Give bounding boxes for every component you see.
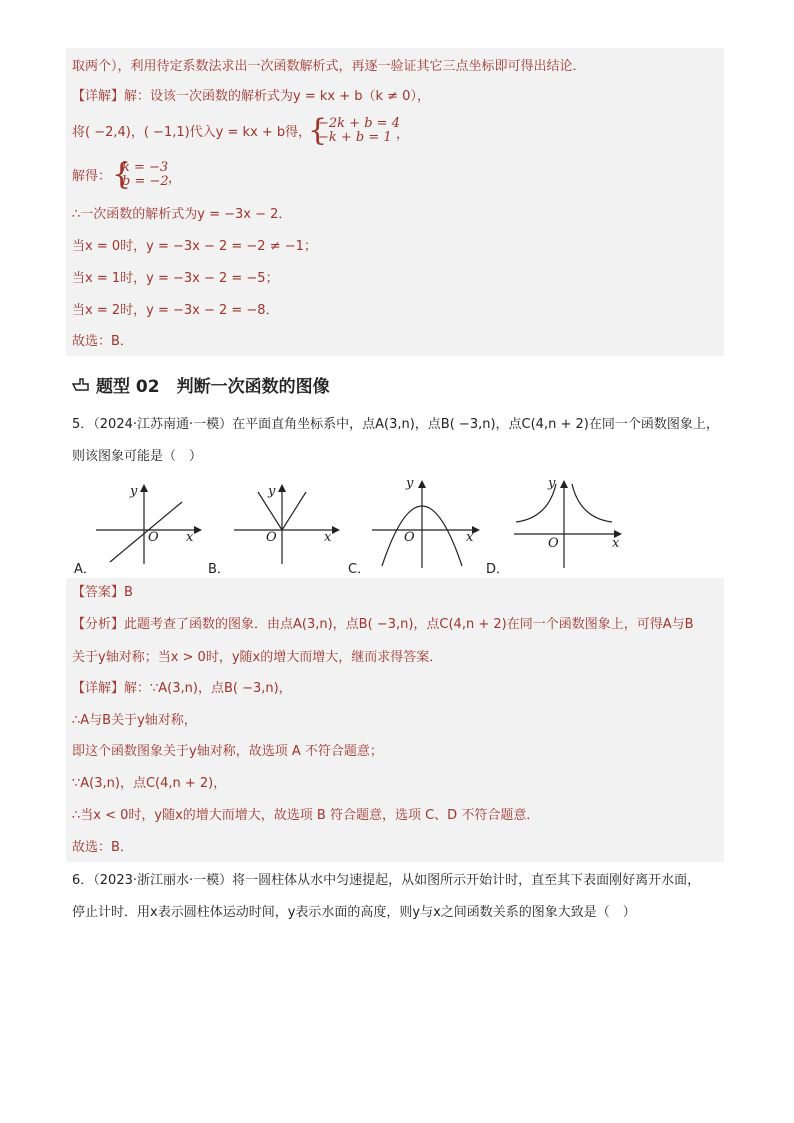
left-brace: { bbox=[112, 157, 132, 192]
graph-a-x-label: x bbox=[186, 530, 194, 545]
solve-prefix: 解得： bbox=[72, 169, 112, 184]
option-a-label: A． bbox=[74, 562, 96, 577]
system-2-row-2: b = −2 bbox=[122, 174, 169, 189]
sol5-detail-1: 【详解】解：∵A(3,n)，点B( −3,n)， bbox=[72, 681, 292, 696]
system-1 bbox=[308, 113, 408, 148]
intro-line: 取两个），利用待定系数法求出一次函数解析式，再逐一验证其它三点坐标即可得出结论． bbox=[72, 59, 586, 74]
option-d-label: D． bbox=[486, 562, 510, 577]
graph-c-y-label: y bbox=[406, 476, 414, 491]
sol5-detail-2: ∴A与B关于y轴对称， bbox=[72, 713, 197, 728]
option-c-label: C． bbox=[348, 562, 371, 577]
graph-option-d bbox=[508, 474, 628, 570]
system-2-tail: ， bbox=[168, 171, 182, 186]
sol5-analysis-2: 关于y轴对称；当x > 0时，y随x的增大而增大，继而求得答案． bbox=[72, 650, 443, 665]
q5-line-2: 则该图象可能是（ ） bbox=[72, 449, 203, 464]
sol5-detail-3: 即这个函数图象关于y轴对称，故选项 A 不符合题意； bbox=[72, 744, 383, 759]
system-1-row-1: −2k + b = 4 bbox=[318, 116, 400, 131]
graph-a-origin: O bbox=[148, 530, 159, 545]
system-2-row-1: k = −3 bbox=[122, 160, 169, 175]
graph-c-x-label: x bbox=[466, 530, 474, 545]
graph-c-origin: O bbox=[404, 530, 415, 545]
sol5-answer: 【答案】B bbox=[72, 585, 133, 600]
graph-a-y-label: y bbox=[130, 484, 138, 499]
graph-option-c bbox=[366, 474, 486, 570]
check-x0: 当x = 0时，y = −3x − 2 = −2 ≠ −1； bbox=[72, 239, 317, 254]
check-x2: 当x = 2时，y = −3x − 2 = −8． bbox=[72, 303, 279, 318]
left-brace: { bbox=[308, 113, 328, 148]
section-title: 题型 02 判断一次函数的图像 bbox=[96, 377, 330, 397]
system-1-row-2: −k + b = 1 bbox=[318, 130, 392, 145]
detail-text: 解：设该一次函数的解析式为y = kx + b（k ≠ 0）， bbox=[124, 89, 430, 104]
hand-pointer-icon bbox=[72, 376, 90, 397]
detail-line bbox=[72, 88, 430, 106]
sol5-detail-4: ∵A(3,n)，点C(4,n + 2)， bbox=[72, 776, 227, 791]
graph-b-origin: O bbox=[266, 530, 277, 545]
sol5-analysis-1: 【分析】此题考查了函数的图象．由点A(3,n)，点B( −3,n)，点C(4,n + 2)在同一个函数图象上，可得A与B bbox=[72, 617, 694, 632]
sol5-detail-5: ∴当x < 0时，y随x的增大而增大，故选项 B 符合题意，选项 C、D 不符合题意． bbox=[72, 808, 540, 823]
graph-option-a bbox=[90, 478, 210, 568]
graph-b-x-label: x bbox=[324, 530, 332, 545]
q6-line-2: 停止计时．用x表示圆柱体运动时间，y表示水面的高度，则y与x之间函数关系的图象大致是（ ） bbox=[72, 905, 636, 920]
graph-d-x-label: x bbox=[612, 536, 620, 551]
sol5-final: 故选：B． bbox=[72, 840, 133, 855]
q5-line-1: 5．（2024·江苏南通·一模）在平面直角坐标系中，点A(3,n)，点B( −3,n)，点C(4,n + 2)在同一个函数图象上， bbox=[72, 417, 719, 432]
graph-d-origin: O bbox=[548, 536, 559, 551]
check-x1: 当x = 1时，y = −3x − 2 = −5； bbox=[72, 271, 279, 286]
graph-b-y-label: y bbox=[268, 484, 276, 499]
option-b-label: B． bbox=[208, 562, 230, 577]
answer-line: 故选：B． bbox=[72, 334, 133, 349]
q6-line-1: 6．（2023·浙江丽水·一模）将一圆柱体从水中匀速提起，从如图所示开始计时，直至其下表面刚好离开水面， bbox=[72, 873, 701, 888]
detail-tag: 【详解】 bbox=[72, 89, 125, 104]
conclusion-line: ∴一次函数的解析式为y = −3x − 2． bbox=[72, 207, 292, 222]
section-heading bbox=[72, 372, 330, 397]
substitute-line: 将( −2,4)，( −1,1)代入y = kx + b得， bbox=[72, 125, 312, 140]
graph-d-y-label: y bbox=[548, 476, 556, 491]
graph-option-b bbox=[228, 478, 348, 568]
system-1-tail: ， bbox=[396, 127, 410, 142]
